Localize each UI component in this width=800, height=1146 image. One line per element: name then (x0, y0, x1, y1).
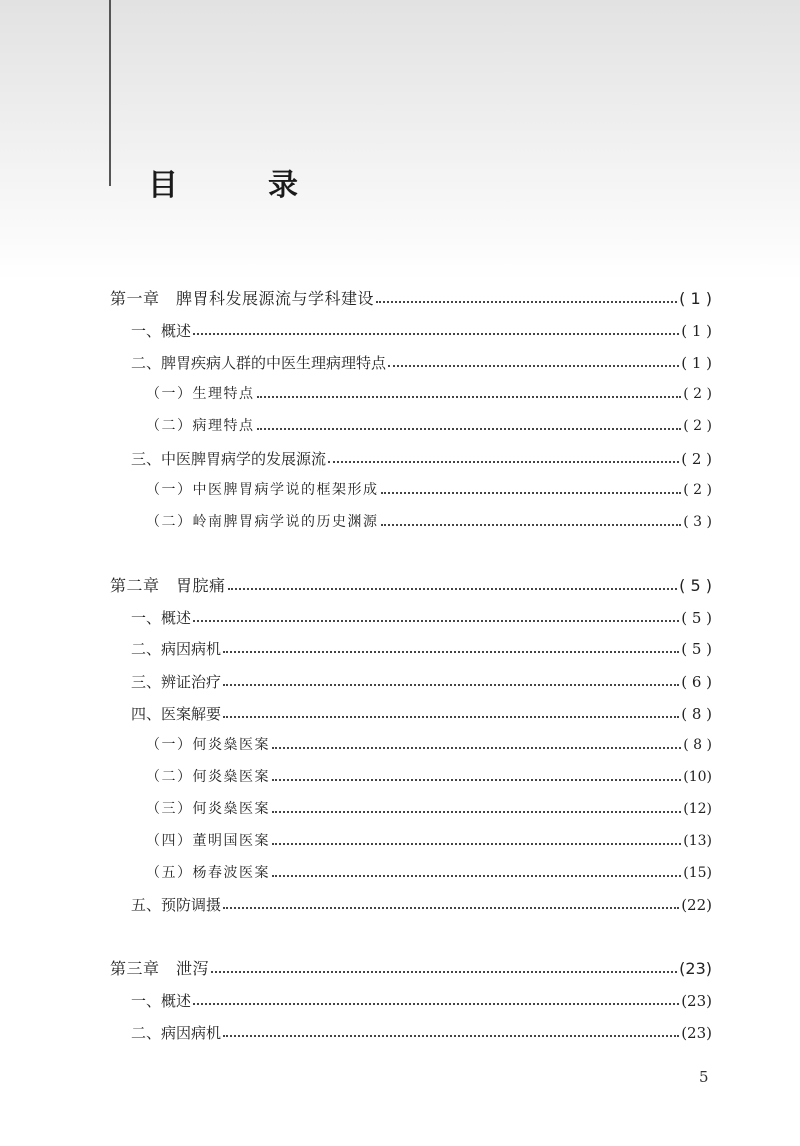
toc-entry-page: (15) (683, 865, 712, 881)
header-background (0, 0, 800, 280)
toc-entry-label: 二、病因病机 (131, 640, 222, 658)
toc-entry-label: 第一章 脾胃科发展源流与学科建设 (110, 289, 375, 308)
toc-entry-label: 二、脾胃疾病人群的中医生理病理特点 (131, 354, 387, 372)
leader-dots (223, 907, 679, 909)
toc-entry-page: ( 5 ) (681, 609, 712, 627)
leader-dots (272, 843, 681, 845)
toc-entry-section[interactable] (131, 447, 712, 471)
toc-entry-label: （一）中医脾胃病学说的框架形成 (146, 482, 379, 498)
toc-entry-page: (23) (681, 992, 712, 1010)
toc-entry-label: （一）何炎燊医案 (146, 737, 270, 753)
toc-entry-page: ( 2 ) (683, 482, 712, 498)
toc-entry-label: 一、概述 (131, 322, 192, 340)
toc-entry-subsection[interactable] (146, 861, 712, 885)
toc-entry-subsection[interactable] (146, 733, 712, 757)
toc-entry-label: 四、医案解要 (131, 705, 222, 723)
toc-entry-label: 三、辨证治疗 (131, 673, 222, 691)
toc-entry-subsection[interactable] (146, 829, 712, 853)
toc-entry-section[interactable] (131, 351, 712, 375)
toc-entry-label: （二）何炎燊医案 (146, 769, 270, 785)
leader-dots (257, 428, 682, 430)
toc-entry-page: ( 5 ) (679, 576, 712, 595)
toc-entry-page: ( 1 ) (679, 289, 712, 308)
leader-dots (272, 747, 681, 749)
toc-entry-section[interactable] (131, 606, 712, 630)
toc-entry-page: ( 6 ) (681, 673, 712, 691)
toc-entry-label: 三、中医脾胃病学的发展源流 (131, 450, 327, 468)
toc-entry-subsection[interactable] (146, 478, 712, 502)
toc-entry-subsection[interactable] (146, 797, 712, 821)
toc-entry-page: ( 8 ) (681, 705, 712, 723)
toc-entry-page: ( 2 ) (681, 450, 712, 468)
toc-entry-subsection[interactable] (146, 414, 712, 438)
toc-entry-page: ( 1 ) (681, 322, 712, 340)
leader-dots (223, 651, 679, 653)
toc-entry-page: (22) (681, 896, 712, 914)
toc-entry-page: (13) (683, 833, 712, 849)
toc-entry-label: 二、病因病机 (131, 1024, 222, 1042)
leader-dots (193, 333, 679, 335)
leader-dots (193, 620, 679, 622)
toc-entry-page: ( 5 ) (681, 640, 712, 658)
leader-dots (388, 365, 679, 367)
toc-entry-section[interactable] (131, 670, 712, 694)
page-title: 目 录 (148, 168, 328, 203)
toc-entry-page: ( 8 ) (683, 737, 712, 753)
toc-entry-chapter-3[interactable] (110, 957, 712, 981)
toc-entry-page: ( 3 ) (683, 514, 712, 530)
leader-dots (381, 492, 682, 494)
toc-entry-label: （三）何炎燊医案 (146, 801, 270, 817)
toc-entry-page: ( 2 ) (683, 386, 712, 402)
toc-entry-chapter-2[interactable] (110, 574, 712, 598)
toc-entry-label: （二）岭南脾胃病学说的历史渊源 (146, 514, 379, 530)
leader-dots (376, 301, 677, 303)
toc-entry-page: (10) (683, 769, 712, 785)
toc-entry-page: (23) (681, 1024, 712, 1042)
toc-entry-subsection[interactable] (146, 510, 712, 534)
leader-dots (257, 396, 682, 398)
toc-entry-label: （一）生理特点 (146, 386, 255, 402)
toc-entry-section[interactable] (131, 702, 712, 726)
toc-entry-subsection[interactable] (146, 382, 712, 406)
toc-entry-label: （四）董明国医案 (146, 833, 270, 849)
toc-entry-label: 一、概述 (131, 609, 192, 627)
leader-dots (228, 588, 678, 590)
page-number: 5 (699, 1068, 709, 1086)
toc-entry-section[interactable] (131, 989, 712, 1013)
toc-entry-page: ( 1 ) (681, 354, 712, 372)
leader-dots (272, 875, 681, 877)
leader-dots (381, 524, 682, 526)
leader-dots (193, 1003, 679, 1005)
toc-entry-page: (12) (683, 801, 712, 817)
toc-entry-label: 一、概述 (131, 992, 192, 1010)
toc-entry-label: 第二章 胃脘痛 (110, 576, 226, 595)
leader-dots (223, 1035, 679, 1037)
toc-entry-subsection[interactable] (146, 765, 712, 789)
toc-entry-chapter-1[interactable] (110, 287, 712, 311)
toc-entry-page: ( 2 ) (683, 418, 712, 434)
toc-entry-label: 五、预防调摄 (131, 896, 222, 914)
toc-entry-section[interactable] (131, 319, 712, 343)
leader-dots (272, 779, 681, 781)
leader-dots (328, 461, 679, 463)
decorative-vertical-line (109, 0, 111, 186)
leader-dots (223, 684, 679, 686)
leader-dots (223, 716, 679, 718)
toc-entry-section[interactable] (131, 893, 712, 917)
toc-entry-label: 第三章 泄泻 (110, 959, 210, 978)
leader-dots (211, 971, 677, 973)
toc-entry-section[interactable] (131, 637, 712, 661)
toc-entry-label: （五）杨春波医案 (146, 865, 270, 881)
toc-entry-label: （二）病理特点 (146, 418, 255, 434)
leader-dots (272, 811, 681, 813)
toc-entry-section[interactable] (131, 1021, 712, 1045)
toc-entry-page: (23) (679, 959, 712, 978)
